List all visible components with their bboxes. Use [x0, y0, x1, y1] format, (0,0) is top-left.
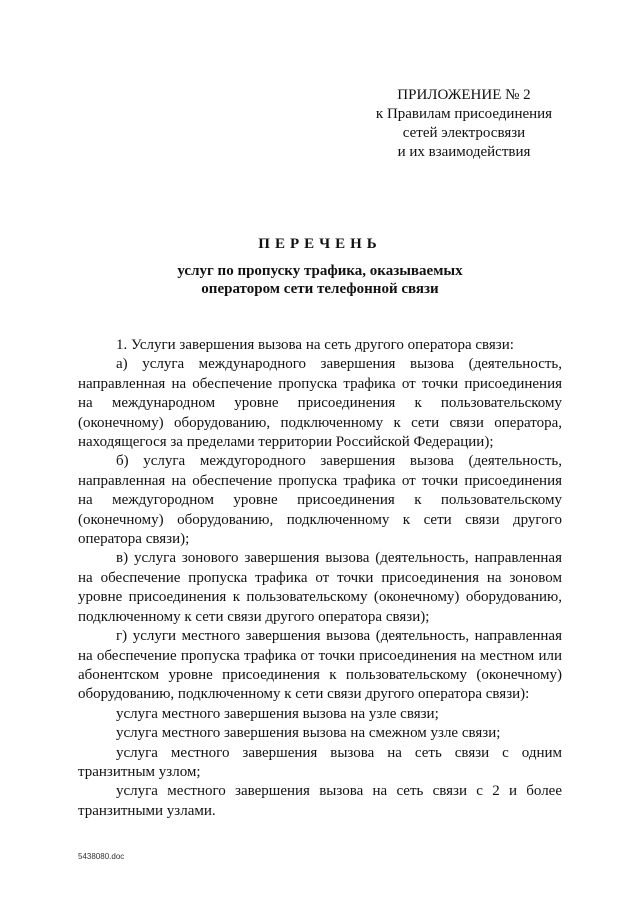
appendix-line: сетей электросвязи: [402, 125, 526, 141]
list-item-international: а) услуга международного завершения вызова (деятельность, направленная на обеспечение пропуска трафика от точки присоединения на международном уровне присоединения к пользовательскому (оконечному) оборудованию, подключенному к сети связи оператора, находящегося за пределами территории Российской Федерации);: [78, 356, 562, 451]
appendix-line: к Правилам присоединения: [375, 106, 553, 122]
list-item-zonal: в) услуга зонового завершения вызова (деятельность, направленная на обеспечение пропуска трафика от точки присоединения на зоновом уровне присоединения к пользовательскому (оконечному) оборудованию, подключенному к сети связи другого оператора связи);: [78, 550, 562, 625]
sub-item-node: услуга местного завершения вызова на узле связи;: [116, 705, 439, 722]
subtitle-line: услуг по пропуску трафика, оказываемых: [177, 263, 463, 279]
appendix-number: ПРИЛОЖЕНИЕ № 2: [397, 87, 531, 103]
appendix-header: [330, 86, 598, 162]
document-title: ПЕРЕЧЕНЬ: [258, 236, 382, 252]
sub-item-multi-transit: услуга местного завершения вызова на сеть связи с 2 и более транзитными узлами.: [78, 783, 562, 819]
footer-file-name: 5438080.doc: [78, 852, 125, 861]
section-heading: 1. Услуги завершения вызова на сеть другого оператора связи:: [116, 337, 514, 353]
appendix-line: и их взаимодействия: [397, 144, 531, 160]
sub-item-adjacent-node: услуга местного завершения вызова на смежном узле связи;: [116, 725, 501, 742]
sub-item-one-transit: услуга местного завершения вызова на сеть связи с одним транзитным узлом;: [78, 744, 562, 780]
document-body: [78, 336, 562, 821]
list-item-local: г) услуги местного завершения вызова (деятельность, направленная на обеспечение пропуска трафика от точки присоединения на местном или абонентском уровне присоединения к пользовательскому (оконечному) оборудованию, подключенному к сети связи другого оператора связи):: [78, 628, 562, 703]
list-item-long-distance: б) услуга междугородного завершения вызова (деятельность, направленная на обеспечение пропуска трафика от точки присоединения на междугородном уровне присоединения к пользовательскому (оконечному) оборудованию, подключенному к сети связи другого оператора связи);: [78, 453, 562, 548]
document-subtitle: [0, 262, 640, 298]
subtitle-line: оператором сети телефонной связи: [201, 281, 439, 297]
